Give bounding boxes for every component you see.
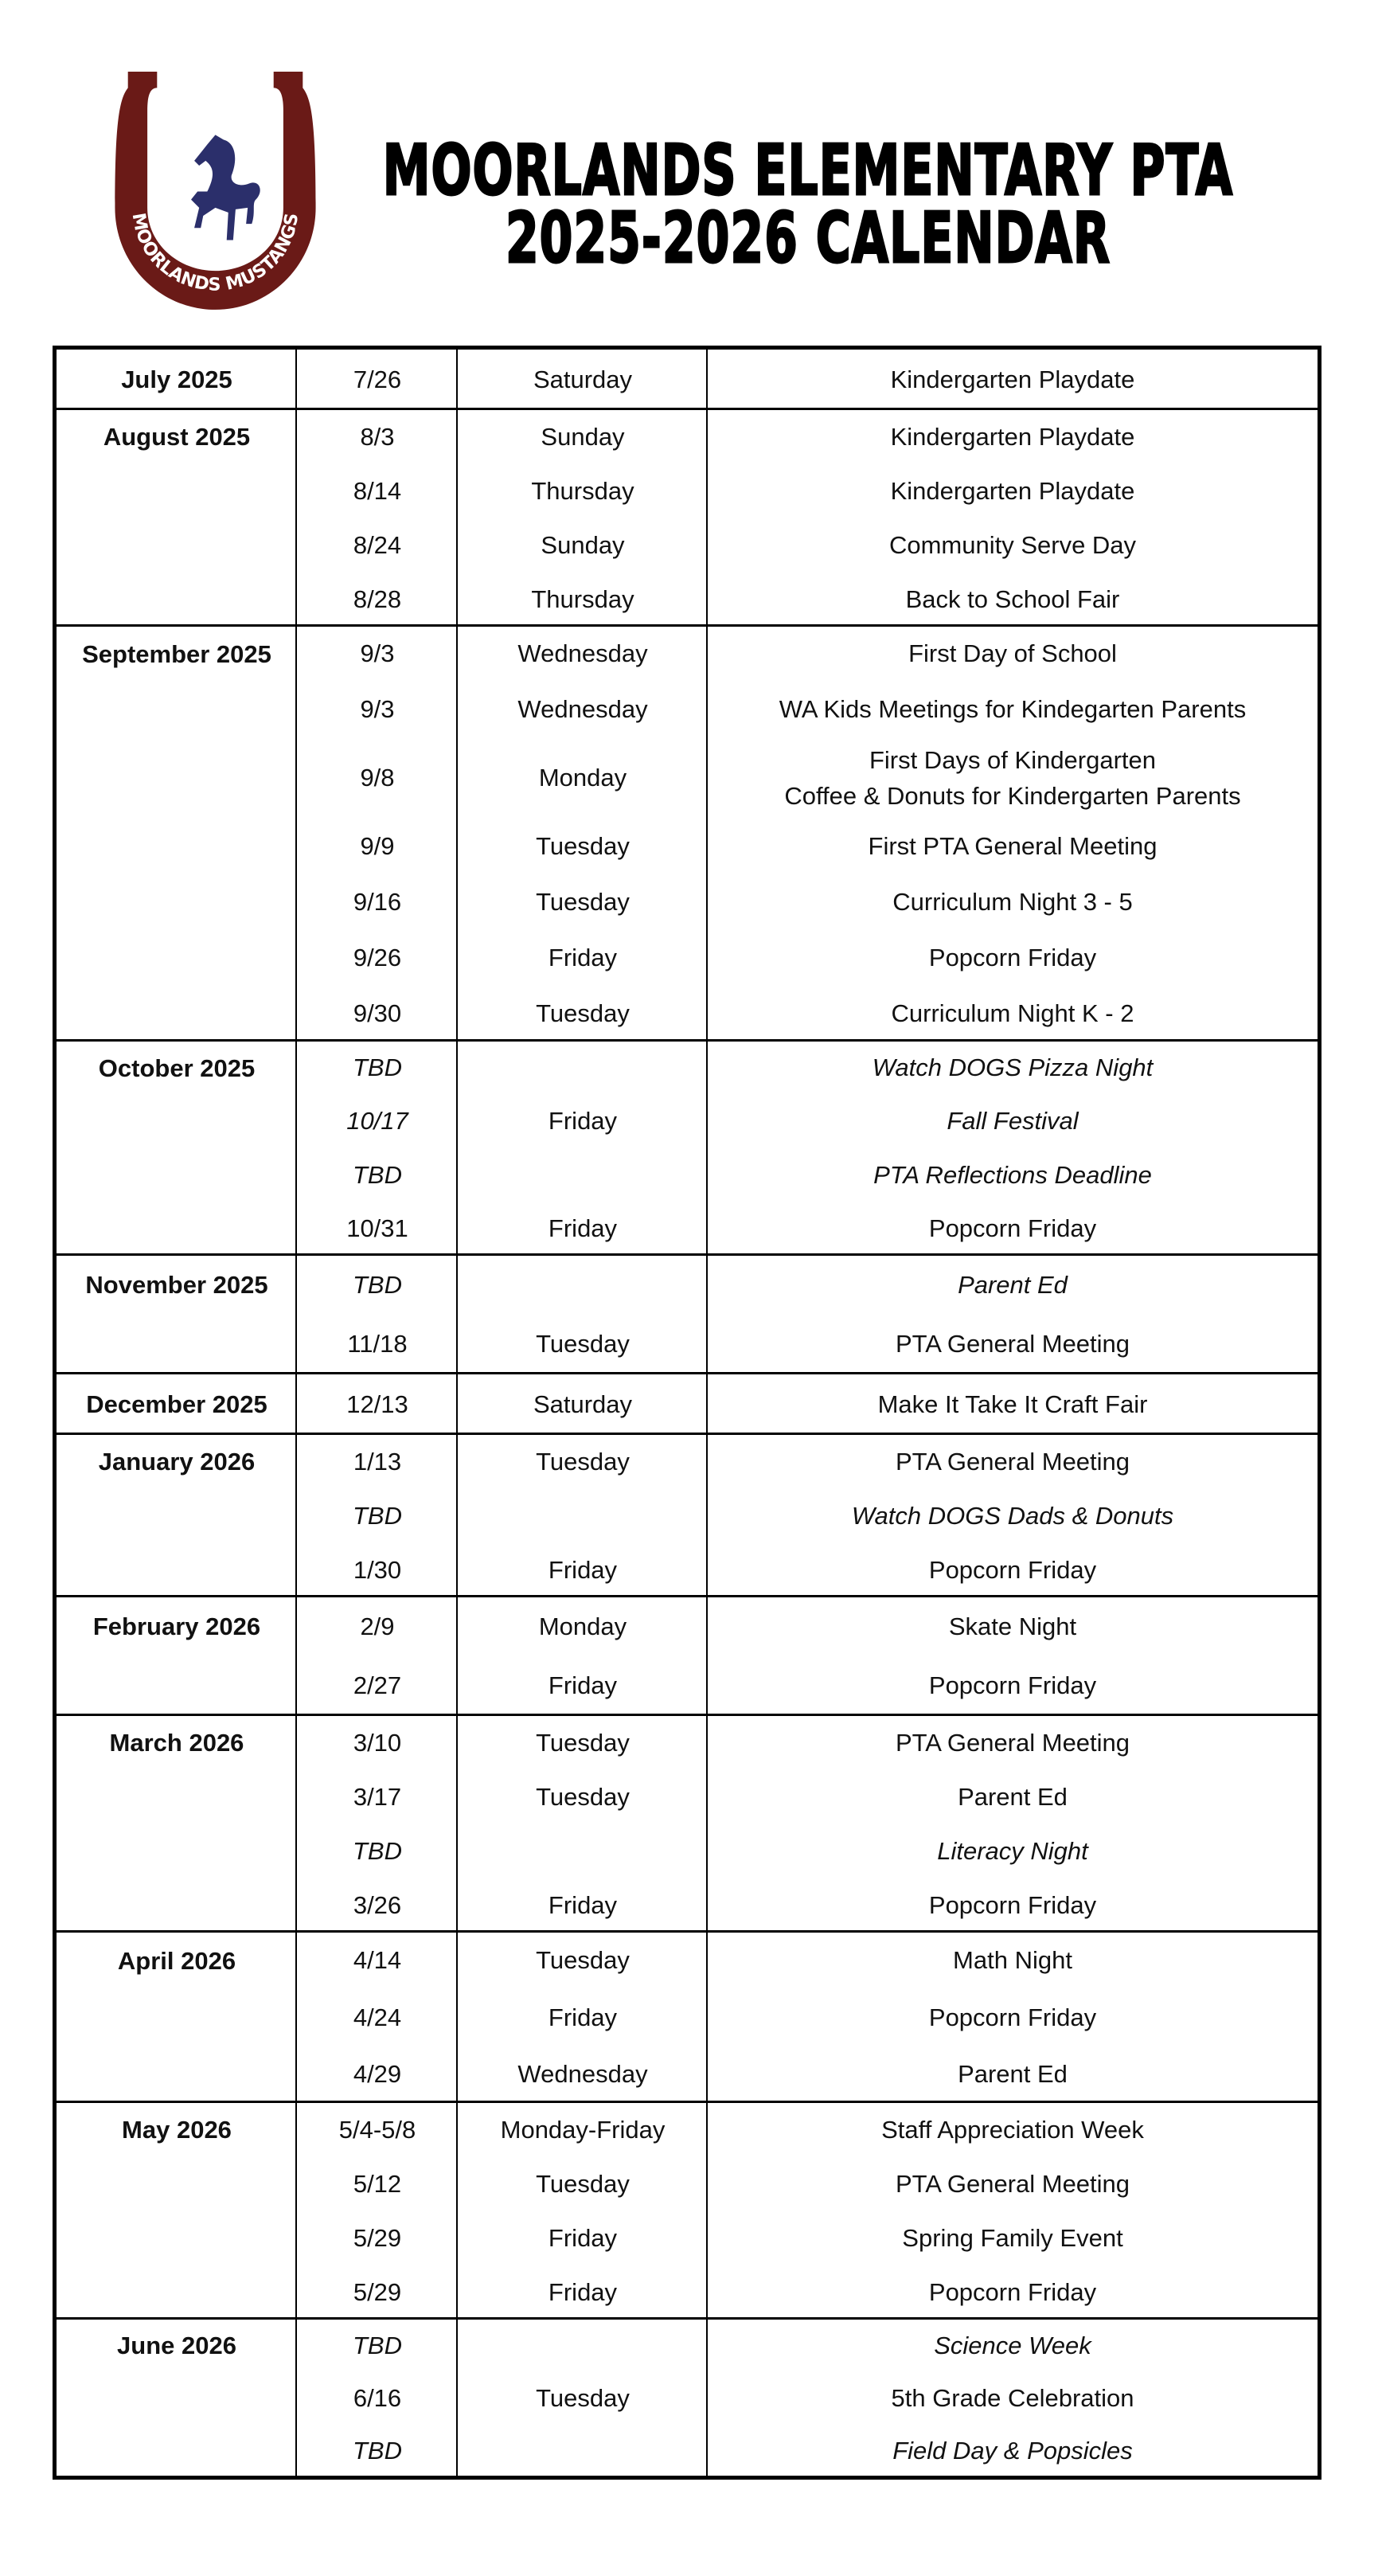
event-name-text: Community Serve Day [888, 530, 1137, 559]
event-weekday-text: Saturday [533, 1390, 633, 1418]
event-weekday [458, 1256, 708, 1315]
month-label: March 2026 [109, 1729, 244, 1757]
event-name-text: Spring Family Event [902, 2223, 1123, 2252]
event-date [297, 738, 458, 819]
event-weekday [458, 819, 708, 874]
event-date [297, 1435, 458, 1489]
event-date-text: 9/30 [353, 999, 402, 1027]
event-weekday [458, 1435, 708, 1489]
event-date-text: 9/3 [360, 639, 395, 668]
event-name [708, 930, 1318, 986]
event-date-text: 9/8 [360, 764, 395, 792]
event-name [708, 1824, 1318, 1878]
event-date-text: 5/29 [353, 2223, 402, 2252]
event-date-text: TBD [353, 2436, 402, 2465]
event-row [57, 1824, 1318, 1878]
event-name [708, 874, 1318, 930]
event-weekday-text: Tuesday [536, 2169, 630, 2198]
event-name [708, 1878, 1318, 1933]
event-name-text: Watch DOGS Pizza Night [872, 1053, 1154, 1082]
event-weekday [458, 1095, 708, 1148]
event-date-text: 8/28 [353, 584, 402, 613]
event-weekday-text: Tuesday [536, 1330, 630, 1358]
event-row [57, 1202, 1318, 1256]
event-row [57, 819, 1318, 874]
event-weekday-text: Wednesday [517, 695, 648, 724]
event-date [297, 2320, 458, 2372]
event-name [708, 1989, 1318, 2046]
event-row [57, 1878, 1318, 1933]
event-name [708, 2157, 1318, 2211]
event-row [57, 2372, 1318, 2425]
event-name-text: Field Day & Popsicles [892, 2436, 1133, 2465]
month-label: April 2026 [117, 1947, 236, 1975]
month-group [57, 1042, 1318, 1256]
month-label: August 2025 [103, 423, 251, 451]
event-row [57, 1543, 1318, 1597]
event-name [708, 410, 1318, 464]
event-name-text: First Days of Kindergarten [869, 745, 1157, 774]
event-date [297, 350, 458, 410]
event-row [57, 930, 1318, 986]
event-row [57, 682, 1318, 738]
event-date-text: 9/3 [360, 695, 395, 724]
event-weekday-text: Wednesday [517, 2059, 648, 2088]
event-weekday-text: Sunday [541, 422, 625, 451]
event-weekday [458, 738, 708, 819]
event-weekday [458, 1824, 708, 1878]
month-group [57, 1933, 1318, 2103]
event-row [57, 518, 1318, 573]
event-date [297, 1933, 458, 1989]
month-group [57, 350, 1318, 410]
event-weekday [458, 410, 708, 464]
event-name [708, 682, 1318, 738]
event-name [708, 1597, 1318, 1657]
event-row [57, 1657, 1318, 1717]
event-date-text: 7/26 [353, 365, 402, 393]
event-name [708, 1657, 1318, 1717]
event-date [297, 2046, 458, 2103]
event-weekday [458, 350, 708, 410]
event-name [708, 1042, 1318, 1095]
event-name [708, 1435, 1318, 1489]
event-date [297, 2157, 458, 2211]
event-name [708, 1770, 1318, 1824]
event-date [297, 682, 458, 738]
month-group [57, 410, 1318, 627]
event-weekday [458, 682, 708, 738]
month-group [57, 1374, 1318, 1435]
event-weekday-text: Tuesday [536, 2383, 630, 2412]
event-date-text: 12/13 [346, 1390, 408, 1418]
event-date-text: 10/17 [346, 1107, 408, 1136]
month-label: June 2026 [117, 2332, 236, 2359]
event-name [708, 986, 1318, 1042]
event-weekday-text: Wednesday [517, 639, 648, 668]
event-date-text: 9/26 [353, 943, 402, 971]
event-name-text: Curriculum Night K - 2 [891, 999, 1134, 1027]
event-weekday [458, 1202, 708, 1256]
event-name-text: Kindergarten Playdate [890, 365, 1135, 393]
event-date-text: TBD [353, 1836, 402, 1865]
event-weekday [458, 2425, 708, 2477]
event-weekday [458, 1770, 708, 1824]
event-weekday [458, 1042, 708, 1095]
event-weekday [458, 2157, 708, 2211]
event-row [57, 1489, 1318, 1543]
event-name [708, 573, 1318, 627]
event-name-text: Literacy Night [937, 1836, 1088, 1865]
event-weekday [458, 2265, 708, 2320]
event-row [57, 874, 1318, 930]
event-weekday-text: Friday [548, 1107, 618, 1136]
event-date [297, 1374, 458, 1435]
event-weekday [458, 1543, 708, 1597]
page-title-line1: MOORLANDS ELEMENTARY PTA [382, 131, 1234, 212]
event-name-text: Popcorn Friday [928, 1555, 1097, 1584]
event-weekday-text: Tuesday [536, 1728, 630, 1757]
event-name [708, 738, 1318, 819]
event-date-text: 8/14 [353, 476, 402, 505]
event-date [297, 930, 458, 986]
event-weekday-text: Tuesday [536, 1946, 630, 1975]
event-weekday [458, 1716, 708, 1770]
event-name-text: PTA General Meeting [895, 2169, 1130, 2198]
month-group [57, 627, 1318, 1042]
event-row [57, 1989, 1318, 2046]
event-row [57, 2211, 1318, 2265]
event-weekday [458, 1374, 708, 1435]
event-weekday [458, 518, 708, 573]
event-weekday [458, 2211, 708, 2265]
event-name-text: PTA General Meeting [895, 1728, 1130, 1757]
event-date [297, 819, 458, 874]
event-date-text: 3/26 [353, 1890, 402, 1919]
event-name [708, 1933, 1318, 1989]
event-date [297, 1095, 458, 1148]
month-group [57, 1435, 1318, 1597]
event-weekday-text: Friday [548, 2277, 618, 2306]
month-group [57, 2103, 1318, 2320]
event-weekday [458, 1933, 708, 1989]
event-date [297, 1657, 458, 1717]
event-weekday-text: Friday [548, 1890, 618, 1919]
event-date [297, 518, 458, 573]
event-name-text: Popcorn Friday [928, 2277, 1097, 2306]
event-name [708, 2211, 1318, 2265]
month-group [57, 2320, 1318, 2477]
event-name-text: PTA General Meeting [895, 1330, 1130, 1358]
event-name-text: Skate Night [948, 1612, 1077, 1640]
event-weekday [458, 2320, 708, 2372]
event-name [708, 1095, 1318, 1148]
event-row [57, 573, 1318, 627]
event-name-text: Kindergarten Playdate [890, 476, 1135, 505]
month-group [57, 1256, 1318, 1374]
month-group [57, 1597, 1318, 1716]
event-weekday-text: Sunday [541, 530, 625, 559]
event-name [708, 2265, 1318, 2320]
event-name [708, 350, 1318, 410]
month-label: December 2025 [86, 1390, 267, 1418]
event-name-text: Popcorn Friday [928, 1671, 1097, 1700]
event-date [297, 1149, 458, 1202]
event-weekday-text: Thursday [531, 584, 634, 613]
event-weekday-text: Friday [548, 1214, 618, 1242]
event-weekday-text: Tuesday [536, 831, 630, 860]
event-name-text: Watch DOGS Dads & Donuts [851, 1501, 1174, 1530]
event-row [57, 2425, 1318, 2477]
event-weekday [458, 986, 708, 1042]
event-row [57, 1770, 1318, 1824]
event-date [297, 1042, 458, 1095]
event-name-text: Curriculum Night 3 - 5 [892, 887, 1133, 916]
event-date-text: 2/9 [360, 1612, 395, 1640]
event-name [708, 518, 1318, 573]
event-date [297, 464, 458, 518]
event-weekday-text: Tuesday [536, 887, 630, 916]
event-row [57, 464, 1318, 518]
event-date-text: 3/10 [353, 1728, 402, 1757]
event-weekday [458, 2103, 708, 2157]
event-weekday [458, 1489, 708, 1543]
event-weekday-text: Friday [548, 1555, 618, 1584]
event-name-text: Kindergarten Playdate [890, 422, 1135, 451]
event-name-text: Parent Ed [958, 2059, 1068, 2088]
event-date-text: 11/18 [347, 1330, 408, 1358]
month-label: October 2025 [98, 1054, 256, 1082]
month-label: February 2026 [92, 1612, 261, 1640]
event-weekday-text: Friday [548, 1671, 618, 1700]
event-name [708, 1202, 1318, 1256]
event-date [297, 410, 458, 464]
event-weekday [458, 1989, 708, 2046]
event-date-text: 9/9 [360, 831, 395, 860]
event-weekday [458, 1878, 708, 1933]
event-name-text: Popcorn Friday [928, 943, 1097, 971]
event-name [708, 2046, 1318, 2103]
event-date-text: TBD [353, 1053, 402, 1082]
event-date-text: 4/29 [353, 2059, 402, 2088]
event-date [297, 1202, 458, 1256]
event-date-text: TBD [353, 2331, 402, 2359]
event-date-text: 6/16 [353, 2383, 402, 2412]
month-label: January 2026 [98, 1448, 256, 1476]
moorlands-mustangs-logo [94, 70, 337, 313]
event-name-text: Parent Ed [958, 1270, 1068, 1299]
event-weekday-text: Friday [548, 2003, 618, 2031]
event-weekday-text: Tuesday [536, 999, 630, 1027]
event-date-text: 4/14 [353, 1946, 402, 1975]
month-label: May 2026 [122, 2116, 232, 2144]
event-weekday-text: Thursday [531, 476, 634, 505]
event-name [708, 464, 1318, 518]
event-date [297, 874, 458, 930]
event-name [708, 2320, 1318, 2372]
event-weekday-text: Monday [538, 1612, 627, 1640]
event-name-text: First Day of School [908, 639, 1117, 668]
event-name-text: PTA General Meeting [895, 1447, 1130, 1476]
event-row [57, 738, 1318, 819]
event-weekday [458, 1597, 708, 1657]
event-name-text: Popcorn Friday [928, 1214, 1097, 1242]
event-date-text: 9/16 [353, 887, 402, 916]
event-weekday-text: Tuesday [536, 1447, 630, 1476]
event-weekday [458, 627, 708, 682]
event-weekday [458, 1149, 708, 1202]
event-weekday [458, 1315, 708, 1375]
month-label: September 2025 [82, 640, 271, 668]
event-date [297, 1256, 458, 1315]
event-date [297, 2211, 458, 2265]
event-weekday [458, 1657, 708, 1717]
event-name [708, 1374, 1318, 1435]
event-name [708, 1543, 1318, 1597]
event-date-text: TBD [353, 1501, 402, 1530]
month-group [57, 1716, 1318, 1933]
calendar-table [53, 346, 1321, 2480]
event-date [297, 2425, 458, 2477]
event-row [57, 2046, 1318, 2103]
event-weekday [458, 874, 708, 930]
event-name-text: PTA Reflections Deadline [873, 1160, 1152, 1189]
event-date [297, 1315, 458, 1375]
event-date-text: TBD [353, 1160, 402, 1189]
event-name-text: Parent Ed [958, 1782, 1068, 1811]
event-date-text: 3/17 [353, 1782, 402, 1811]
event-name-text: Popcorn Friday [928, 1890, 1097, 1919]
event-weekday-text: Friday [548, 2223, 618, 2252]
event-date [297, 1770, 458, 1824]
event-row [57, 1149, 1318, 1202]
event-name [708, 627, 1318, 682]
event-name-text: Back to School Fair [905, 584, 1120, 613]
event-name-text: Fall Festival [947, 1107, 1079, 1136]
event-date-text: TBD [353, 1270, 402, 1299]
month-label: July 2025 [121, 365, 232, 393]
event-date [297, 2372, 458, 2425]
event-weekday [458, 930, 708, 986]
event-weekday-text: Monday [538, 764, 627, 792]
event-weekday [458, 2046, 708, 2103]
event-row [57, 986, 1318, 1042]
event-name-text: Staff Appreciation Week [881, 2115, 1144, 2144]
event-date [297, 1716, 458, 1770]
month-label: November 2025 [85, 1271, 268, 1299]
event-date [297, 1878, 458, 1933]
logo-text: MOORLANDS MUSTANGS [127, 211, 303, 295]
event-date [297, 573, 458, 627]
event-date [297, 986, 458, 1042]
event-name [708, 2372, 1318, 2425]
event-weekday-text: Tuesday [536, 1782, 630, 1811]
event-weekday-text: Friday [548, 943, 618, 971]
event-date [297, 1489, 458, 1543]
event-name-text-line2: Coffee & Donuts for Kindergarten Parents [784, 781, 1241, 810]
event-name-text: Make It Take It Craft Fair [877, 1390, 1148, 1418]
event-name [708, 1256, 1318, 1315]
event-date-text: 5/12 [353, 2169, 402, 2198]
event-weekday-text: Monday-Friday [500, 2115, 666, 2144]
event-date [297, 1824, 458, 1878]
event-row [57, 2157, 1318, 2211]
event-date [297, 1543, 458, 1597]
event-name [708, 819, 1318, 874]
event-name-text: First PTA General Meeting [868, 831, 1158, 860]
event-weekday-text: Saturday [533, 365, 633, 393]
event-weekday [458, 464, 708, 518]
event-date-text: 10/31 [346, 1214, 408, 1242]
event-row [57, 1315, 1318, 1375]
event-date [297, 1597, 458, 1657]
page-title-line2: 2025-2026 CALENDAR [505, 198, 1111, 279]
horse-icon [191, 135, 260, 240]
event-name-text: Math Night [953, 1946, 1072, 1975]
event-name [708, 1716, 1318, 1770]
event-date-text: 1/13 [353, 1447, 402, 1476]
event-name [708, 1149, 1318, 1202]
event-date-text: 8/24 [353, 530, 402, 559]
event-name-text: WA Kids Meetings for Kindegarten Parents [779, 695, 1247, 724]
event-weekday [458, 573, 708, 627]
event-name [708, 1489, 1318, 1543]
event-date [297, 2265, 458, 2320]
event-name [708, 2103, 1318, 2157]
event-name [708, 2425, 1318, 2477]
event-name-text: Science Week [934, 2331, 1091, 2359]
event-row [57, 2265, 1318, 2320]
event-name-text: Popcorn Friday [928, 2003, 1097, 2031]
event-date-text: 5/29 [353, 2277, 402, 2306]
event-weekday [458, 2372, 708, 2425]
event-date [297, 2103, 458, 2157]
event-date-text: 4/24 [353, 2003, 402, 2031]
event-row [57, 1095, 1318, 1148]
event-date [297, 1989, 458, 2046]
event-date-text: 1/30 [353, 1555, 402, 1584]
event-name-text: 5th Grade Celebration [891, 2383, 1134, 2412]
event-date-text: 8/3 [360, 422, 395, 451]
event-date [297, 627, 458, 682]
event-date-text: 2/27 [353, 1671, 402, 1700]
event-date-text: 5/4-5/8 [338, 2115, 416, 2144]
event-name [708, 1315, 1318, 1375]
